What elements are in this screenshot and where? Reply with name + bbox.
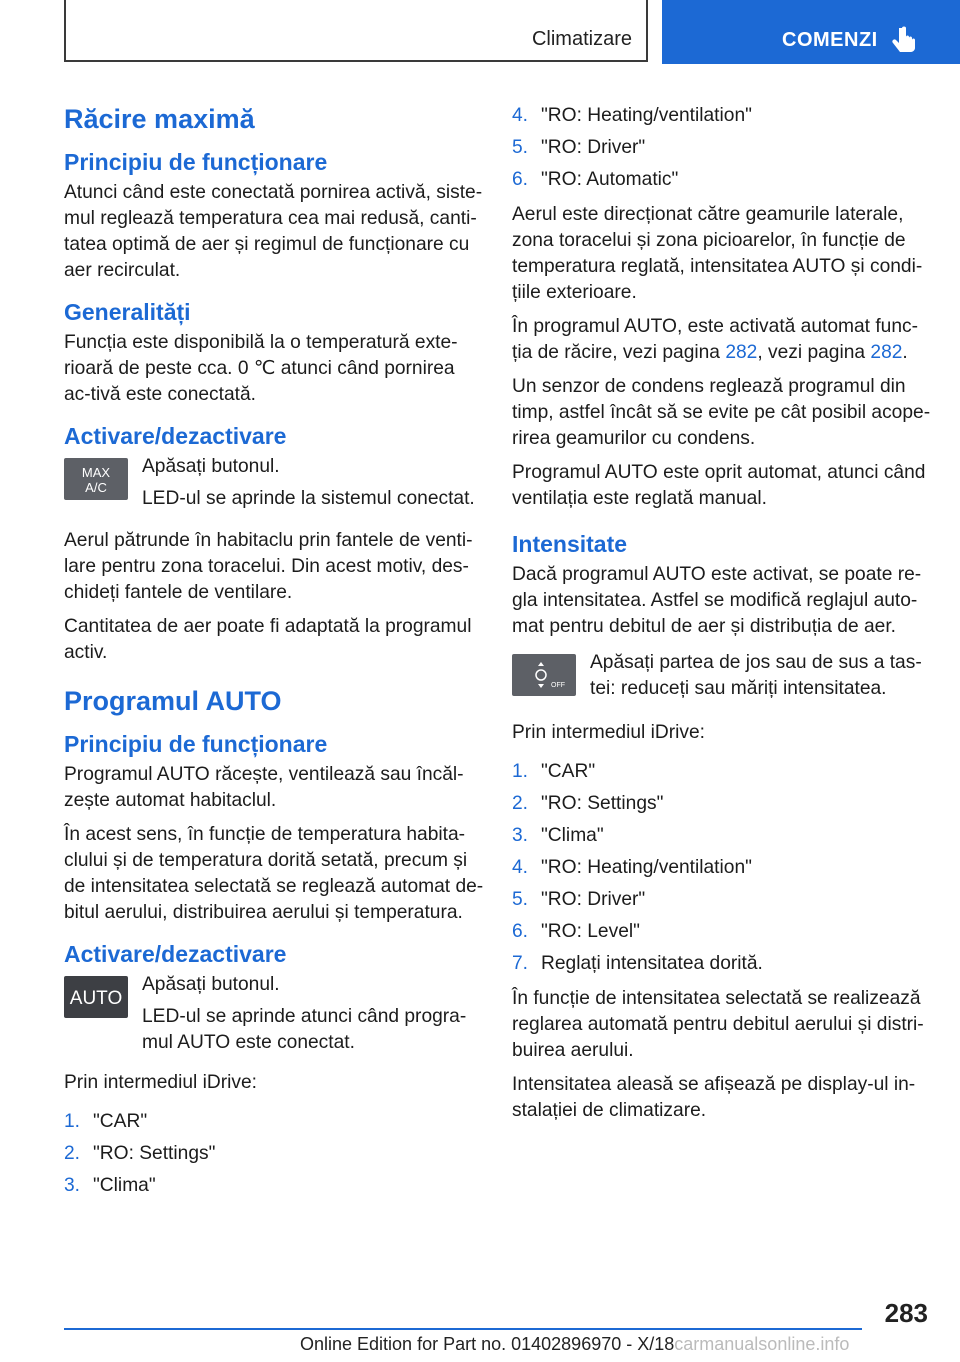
maxac-instruction <box>64 454 484 518</box>
max-ac-button-icon <box>64 458 128 500</box>
paragraph-aerul: Aerul pătrunde în habitaclu prin fantele de venti-lare pentru zona toracelui. Din acest motiv, des-chideți fantele de ventilare. <box>64 530 473 603</box>
paragraph-intensitate: Dacă programul AUTO este activat, se poate re-gla intensitatea. Astfel se modifică reglajul auto-mat pentru debitul de aer și distribuția de aer. <box>512 564 922 637</box>
list-text: "RO: Driver" <box>541 137 646 158</box>
action-tab-label: COMENZI <box>782 29 878 51</box>
list-item <box>512 852 932 884</box>
paragraph-functie: În funcție de intensitatea selectată se realizează reglarea automată pentru debitul aerului și distri-buirea aerului. <box>512 988 924 1061</box>
fan-intensity-button-icon <box>512 654 576 696</box>
list-number: 4. <box>512 105 529 126</box>
heading-principiu-2: Principiu de funcționare <box>64 731 328 757</box>
left-column <box>64 96 484 1208</box>
max-ac-line1: MAX <box>81 465 111 480</box>
max-ac-line2: A/C <box>85 480 107 495</box>
paragraph-oprit: Programul AUTO este oprit automat, atunci când ventilația este reglată manual. <box>512 462 926 509</box>
list-number: 5. <box>512 889 529 910</box>
auto-instruction <box>64 972 484 1062</box>
list-item <box>512 884 932 916</box>
page-link-282[interactable]: 282 <box>870 342 903 363</box>
heading-racire-maxima: Răcire maximă <box>64 104 255 134</box>
heading-principiu-1: Principiu de funcționare <box>64 149 328 175</box>
footer-edition <box>300 1334 849 1355</box>
list-text: Reglați intensitatea dorită. <box>541 953 763 974</box>
list-item <box>512 164 932 196</box>
paragraph-auto-2: În acest sens, în funcție de temperatura habita-clului și de temperatura dorită setată, precum și de intensitatea selectată se reglează automat de-bitul aerului, distribuirea aerului și temperatura. <box>64 824 484 923</box>
heading-programul-auto: Programul AUTO <box>64 686 282 716</box>
paragraph-led-1: LED-ul se aprinde la sistemul conectat. <box>142 488 475 509</box>
paragraph-led-2: LED-ul se aprinde atunci când progra-mul AUTO este conectat. <box>142 1006 467 1053</box>
paragraph-idrive-right: Prin intermediul iDrive: <box>512 722 705 743</box>
hand-pointer-icon <box>891 26 917 56</box>
list-text: "RO: Settings" <box>541 793 664 814</box>
idrive-list-left <box>64 1106 484 1202</box>
list-item <box>512 132 932 164</box>
text-segment: În programul AUTO, este activată automat func-ția de răcire, vezi pagina <box>512 316 918 363</box>
list-item <box>64 1106 484 1138</box>
idrive-list-right <box>512 756 932 980</box>
auto-button-label: AUTO <box>69 988 123 1009</box>
list-item <box>512 788 932 820</box>
list-text: "RO: Level" <box>541 921 640 942</box>
list-number: 3. <box>64 1175 81 1196</box>
text-segment: . <box>902 342 908 363</box>
paragraph-directionat: Aerul este direcționat către geamurile laterale, zona toracelui și zona picioarelor, în funcție de temperatura reglată, intensitatea AUTO și condi-țiile exterioare. <box>512 204 923 303</box>
list-item <box>64 1170 484 1202</box>
list-number: 7. <box>512 953 529 974</box>
paragraph-afiseaza: Intensitatea aleasă se afișează pe display-ul in-stalației de climatizare. <box>512 1074 916 1121</box>
watermark-text: carmanualsonline.info <box>674 1334 850 1354</box>
section-tab[interactable] <box>64 0 648 62</box>
footer-divider <box>64 1328 862 1330</box>
list-item <box>512 756 932 788</box>
page-number: 283 <box>884 1298 928 1328</box>
list-text: "RO: Settings" <box>93 1143 216 1164</box>
page-header <box>0 0 960 66</box>
paragraph-cantitatea: Cantitatea de aer poate fi adaptată la programul activ. <box>64 616 472 663</box>
list-text: "RO: Heating/ventilation" <box>541 105 752 126</box>
list-text: "RO: Driver" <box>541 889 646 910</box>
paragraph-auto-1: Programul AUTO răcește, ventilează sau încăl-zește automat habitaclul. <box>64 764 464 811</box>
page-link-282[interactable]: 282 <box>725 342 758 363</box>
intensity-instruction <box>512 650 932 708</box>
list-text: "Clima" <box>93 1175 156 1196</box>
paragraph-principiu-1: Atunci când este conectată pornirea activă, siste-mul reglează temperatura cea mai redusă, canti-tatea optimă de aer și regimul de funcționare cu aer recirculat. <box>64 182 483 281</box>
paragraph-apasati-1: Apăsați butonul. <box>142 456 280 477</box>
auto-button-icon <box>64 976 128 1018</box>
off-label: OFF <box>551 682 565 689</box>
list-text: "Clima" <box>541 825 604 846</box>
list-number: 6. <box>512 921 529 942</box>
heading-intensitate: Intensitate <box>512 531 628 557</box>
list-number: 5. <box>512 137 529 158</box>
paragraph-senzor: Un senzor de condens reglează programul din timp, astfel încât să se evite pe cât posibil acope-rirea geamurilor cu condens. <box>512 376 931 449</box>
paragraph-auto-cooling <box>512 314 932 366</box>
list-item <box>64 1138 484 1170</box>
paragraph-generalitati: Funcția este disponibilă la o temperatură exte-rioară de peste cca. 0 ℃ atunci când pornirea ac-tivă este conectată. <box>64 332 458 405</box>
list-number: 1. <box>64 1111 81 1132</box>
list-number: 1. <box>512 761 529 782</box>
list-item <box>512 916 932 948</box>
heading-activare-1: Activare/dezactivare <box>64 423 287 449</box>
heading-activare-2: Activare/dezactivare <box>64 941 287 967</box>
list-item <box>512 948 932 980</box>
edition-text: Online Edition for Part no. 01402896970 - X/18 <box>300 1334 675 1354</box>
list-number: 4. <box>512 857 529 878</box>
list-number: 6. <box>512 169 529 190</box>
paragraph-idrive-left: Prin intermediul iDrive: <box>64 1072 257 1093</box>
list-number: 3. <box>512 825 529 846</box>
idrive-list-right-top <box>512 100 932 196</box>
list-text: "CAR" <box>541 761 596 782</box>
text-segment: , vezi pagina <box>757 342 871 363</box>
right-column <box>512 100 932 1132</box>
list-number: 2. <box>64 1143 81 1164</box>
list-text: "CAR" <box>93 1111 148 1132</box>
list-text: "RO: Automatic" <box>541 169 679 190</box>
paragraph-apasati-3: Apăsați partea de jos sau de sus a tas-tei: reduceți sau măriți intensitatea. <box>590 652 922 699</box>
list-item <box>512 820 932 852</box>
heading-generalitati: Generalități <box>64 299 191 325</box>
list-number: 2. <box>512 793 529 814</box>
list-item <box>512 100 932 132</box>
paragraph-apasati-2: Apăsați butonul. <box>142 974 280 995</box>
section-tab-label: Climatizare <box>531 28 632 50</box>
list-text: "RO: Heating/ventilation" <box>541 857 752 878</box>
